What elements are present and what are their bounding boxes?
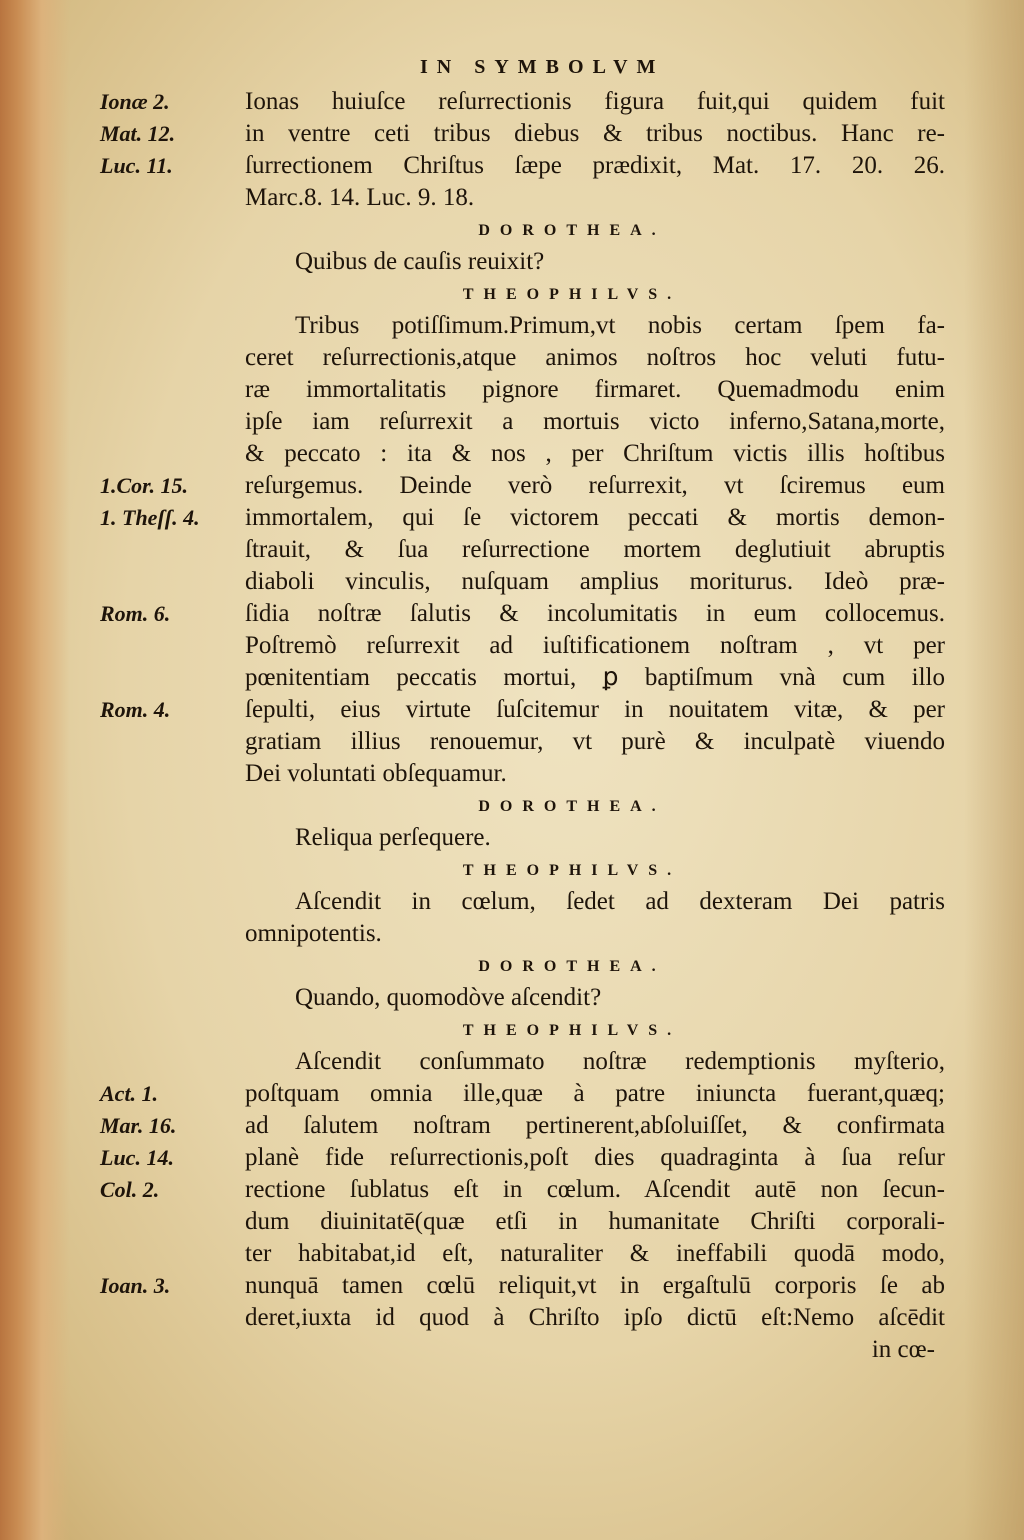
text-line: ter habitabat,id eſt, naturaliter & ineffabili quodā modo, [245, 1240, 945, 1267]
text-row [0, 1238, 1024, 1270]
text-row [0, 1174, 1024, 1206]
text-line: Reliqua perſequere. [295, 824, 491, 851]
margin-reference: Rom. 4. [100, 697, 171, 722]
text-row [0, 1046, 1024, 1078]
catchword-row [0, 1334, 1024, 1366]
text-row [0, 342, 1024, 374]
text-line: Quando, quomodòve aſcendit? [295, 984, 602, 1011]
text-block [0, 310, 1024, 790]
text-line: reſurgemus. Deinde verò reſurrexit, vt ſciremus eum [245, 472, 945, 499]
text-line: poſtquam omnia ille,quæ à patre iniuncta fuerant,quæq; [245, 1080, 945, 1107]
text-row [0, 118, 1024, 150]
text-line: ipſe iam reſurrexit a mortuis victo inferno,Satana,morte, [245, 408, 945, 435]
margin-reference: Col. 2. [100, 1177, 160, 1202]
catchword: in cœ- [871, 1336, 935, 1363]
text-block [0, 886, 1024, 950]
text-line: gratiam illius renouemur, vt purè & inculpatè viuendo [245, 728, 945, 755]
text-line: omnipotentis. [245, 920, 382, 947]
text-line: ſurrectionem Chriſtus ſæpe prædixit, Mat. 17. 20. 26. [245, 152, 945, 179]
text-row [0, 758, 1024, 790]
text-row [0, 438, 1024, 470]
text-line: nunquā tamen cœlū reliquit,vt in ergaſtulū corporis ſe ab [245, 1272, 945, 1299]
text-row [0, 1110, 1024, 1142]
margin-reference: Luc. 14. [100, 1145, 174, 1170]
text-block [0, 1046, 1024, 1334]
text-row [0, 630, 1024, 662]
speaker-heading: THEOPHILVS. [462, 286, 682, 303]
margin-reference: Rom. 6. [100, 601, 171, 626]
running-head: IN SYMBOLVM [420, 56, 665, 78]
text-line: Poſtremò reſurrexit ad iuſtificationem noſtram , vt per [245, 632, 945, 659]
margin-reference: Act. 1. [100, 1081, 159, 1106]
text-line: ceret reſurrectionis,atque animos noſtros hoc veluti futu- [245, 344, 945, 371]
text-row [0, 982, 1024, 1014]
text-row [0, 150, 1024, 182]
text-line: Tribus potiſſimum.Primum,vt nobis certam ſpem fa- [295, 312, 945, 339]
speaker-heading: THEOPHILVS. [462, 1022, 682, 1039]
text-line: diaboli vinculis, nuſquam amplius moriturus. Ideò præ- [245, 568, 945, 595]
text-row [0, 726, 1024, 758]
text-row [0, 566, 1024, 598]
text-row [0, 246, 1024, 278]
text-block [0, 86, 1024, 214]
text-row [0, 470, 1024, 502]
text-row [0, 1142, 1024, 1174]
text-line: dum diuinitatē(quæ etſi in humanitate Chriſti corporali- [245, 1208, 945, 1235]
text-line: Quibus de cauſis reuixit? [295, 248, 545, 275]
speaker-heading: DOROTHEA. [478, 958, 666, 975]
text-line: rectione ſublatus eſt in cœlum. Aſcendit autē non ſecun- [245, 1176, 945, 1203]
text-line: Ionas huiuſce reſurrectionis figura fuit,qui quidem fuit [245, 88, 945, 115]
margin-reference: Ionæ 2. [100, 89, 170, 114]
text-line: ræ immortalitatis pignore firmaret. Quemadmodu enim [245, 376, 945, 403]
text-block [0, 982, 1024, 1014]
text-line: Aſcendit in cœlum, ſedet ad dexteram Dei patris [295, 888, 945, 915]
text-line: ſidia noſtræ ſalutis & incolumitatis in eum collocemus. [245, 600, 945, 627]
text-row [0, 502, 1024, 534]
text-row [0, 1270, 1024, 1302]
text-block [0, 822, 1024, 854]
margin-reference: Luc. 11. [100, 153, 173, 178]
text-row [0, 86, 1024, 118]
text-row [0, 918, 1024, 950]
text-row [0, 534, 1024, 566]
text-row [0, 598, 1024, 630]
text-line: in ventre ceti tribus diebus & tribus noctibus. Hanc re- [245, 120, 945, 147]
text-line: pœnitentiam peccatis mortui, ꝑ baptiſmum vnà cum illo [245, 664, 945, 691]
text-block [0, 246, 1024, 278]
text-row [0, 1302, 1024, 1334]
text-row [0, 886, 1024, 918]
speaker-heading: THEOPHILVS. [462, 862, 682, 879]
text-line: immortalem, qui ſe victorem peccati & mortis demon- [245, 504, 945, 531]
text-row [0, 374, 1024, 406]
text-row [0, 662, 1024, 694]
text-row [0, 1078, 1024, 1110]
text-row [0, 1206, 1024, 1238]
text-line: Marc.8. 14. Luc. 9. 18. [245, 184, 475, 211]
text-row [0, 182, 1024, 214]
margin-reference: 1. Theſſ. 4. [100, 505, 200, 530]
text-line: Aſcendit conſummato noſtræ redemptionis myſterio, [295, 1048, 945, 1075]
text-row [0, 310, 1024, 342]
margin-reference: Ioan. 3. [100, 1273, 171, 1298]
page-body [0, 86, 1024, 1366]
speaker-heading: DOROTHEA. [478, 798, 666, 815]
text-line: ad ſalutem noſtram pertinerent,abſoluiſſet, & confirmata [245, 1112, 945, 1139]
text-row [0, 406, 1024, 438]
margin-reference: Mat. 12. [100, 121, 176, 146]
text-line: ſepulti, eius virtute ſuſcitemur in nouitatem vitæ, & per [245, 696, 945, 723]
text-line: Dei voluntati obſequamur. [245, 760, 507, 787]
margin-reference: 1.Cor. 15. [100, 473, 189, 498]
margin-reference: Mar. 16. [100, 1113, 177, 1138]
text-line: planè fide reſurrectionis,poſt dies quadraginta à ſua reſur [245, 1144, 945, 1171]
text-line: deret,iuxta id quod à Chriſto ipſo dictū eſt:Nemo aſcēdit [245, 1304, 945, 1331]
text-line: ſtrauit, & ſua reſurrectione mortem deglutiuit abruptis [245, 536, 945, 563]
text-row [0, 822, 1024, 854]
speaker-heading: DOROTHEA. [478, 222, 666, 239]
text-row [0, 694, 1024, 726]
text-line: & peccato : ita & nos , per Chriſtum victis illis hoſtibus [245, 440, 945, 467]
